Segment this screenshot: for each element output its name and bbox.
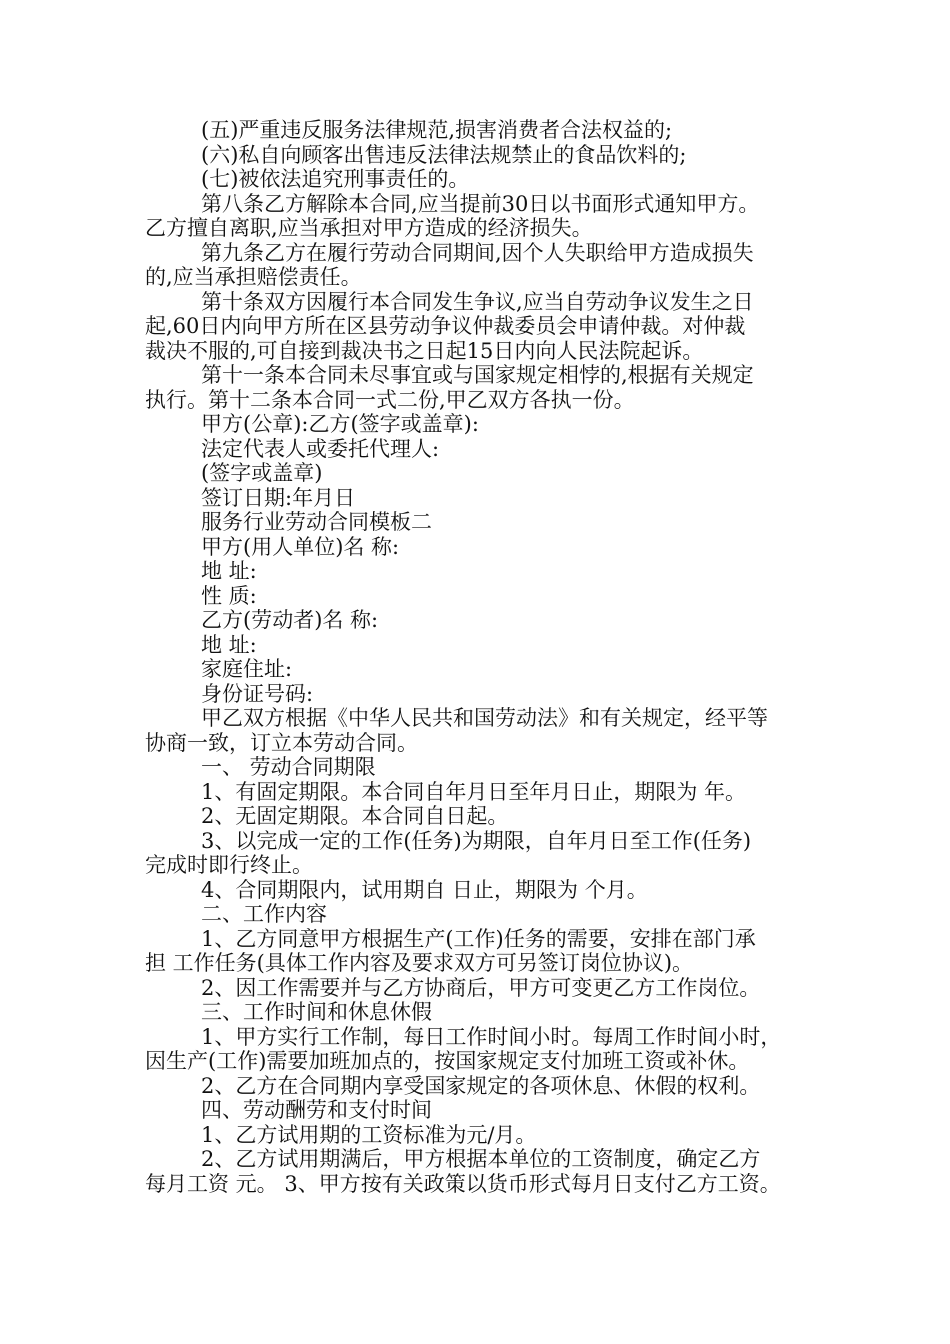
text-line: 执行。第十二条本合同一式二份,甲乙双方各执一份。 (145, 387, 635, 412)
text-line: (七)被依法追究刑事责任的。 (201, 167, 470, 191)
text-line: 协商一致，订立本劳动合同。 (145, 730, 418, 755)
text-line: 甲方(公章):乙方(签字或盖章): (201, 412, 479, 436)
text-line: 第十一条本合同未尽事宜或与国家规定相悖的,根据有关规定 (201, 363, 754, 387)
text-line: 三、工作时间和休息休假 (201, 1000, 432, 1024)
text-line: 因生产(工作)需要加班加点的，按国家规定支付加班工资或补休。 (145, 1049, 750, 1073)
text-line: 1、乙方同意甲方根据生产(工作)任务的需要，安排在部门承 (201, 926, 756, 951)
text-line: 第九条乙方在履行劳动合同期间,因个人失职给甲方造成损失 (201, 240, 754, 265)
text-line: 法定代表人或委托代理人: (201, 436, 440, 461)
text-line: 性 质: (201, 583, 257, 608)
text-line: 服务行业劳动合同模板二 (201, 510, 432, 534)
text-line: 身份证号码: (201, 681, 314, 706)
text-line: 地 址: (201, 559, 257, 583)
text-line: 乙方擅自离职,应当承担对甲方造成的经济损失。 (145, 216, 593, 240)
text-line: 2、乙方试用期满后，甲方根据本单位的工资制度，确定乙方 (201, 1147, 761, 1171)
text-line: 2、因工作需要并与乙方协商后，甲方可变更乙方工作岗位。 (201, 975, 761, 1000)
text-line: 家庭住址: (201, 657, 293, 681)
text-line: 地 址: (201, 632, 257, 657)
text-line: (五)严重违反服务法律规范,损害消费者合法权益的; (201, 118, 673, 142)
text-line: 1、有固定期限。本合同自年月日至年月日止，期限为 年。 (201, 779, 747, 804)
text-line: 起,60日内向甲方所在区县劳动争议仲裁委员会申请仲裁。对仲裁 (145, 314, 746, 338)
text-line: 第十条双方因履行本合同发生争议,应当自劳动争议发生之日 (201, 289, 754, 314)
text-line: 1、甲方实行工作制，每日工作时间小时。每周工作时间小时， (201, 1024, 782, 1049)
text-line: 甲乙双方根据《中华人民共和国劳动法》和有关规定，经平等 (201, 706, 768, 730)
document-page (145, 118, 825, 1196)
text-line: 担 工作任务(具体工作内容及要求双方可另签订岗位协议)。 (145, 951, 694, 975)
text-line: 的,应当承担赔偿责任。 (145, 265, 362, 289)
text-line: 每月工资 元。 3、甲方按有关政策以货币形式每月日支付乙方工资。 (145, 1171, 781, 1196)
text-line: 四、劳动酬劳和支付时间 (201, 1098, 432, 1122)
text-line: 二、工作内容 (201, 902, 327, 926)
text-line: (签字或盖章) (201, 461, 323, 485)
text-line: 第八条乙方解除本合同,应当提前30日以书面形式通知甲方。 (201, 191, 760, 216)
text-line: 甲方(用人单位)名 称: (201, 534, 400, 559)
text-line: 2、无固定期限。本合同自日起。 (201, 804, 509, 828)
text-line: 签订日期:年月日 (201, 485, 356, 510)
text-line: 完成时即行终止。 (145, 853, 313, 877)
text-line: 1、乙方试用期的工资标准为元/月。 (201, 1122, 537, 1147)
text-line: 裁决不服的,可自接到裁决书之日起15日内向人民法院起诉。 (145, 338, 704, 363)
text-line: 3、以完成一定的工作(任务)为期限，自年月日至工作(任务) (201, 828, 752, 853)
text-line: 乙方(劳动者)名 称: (201, 608, 379, 632)
text-line: 4、合同期限内，试用期自 日止，期限为 个月。 (201, 877, 648, 902)
text-line: 一、 劳动合同期限 (201, 755, 376, 779)
text-line: 2、乙方在合同期内享受国家规定的各项休息、休假的权利。 (201, 1073, 761, 1098)
text-line: (六)私自向顾客出售违反法律法规禁止的食品饮料的; (201, 142, 687, 167)
